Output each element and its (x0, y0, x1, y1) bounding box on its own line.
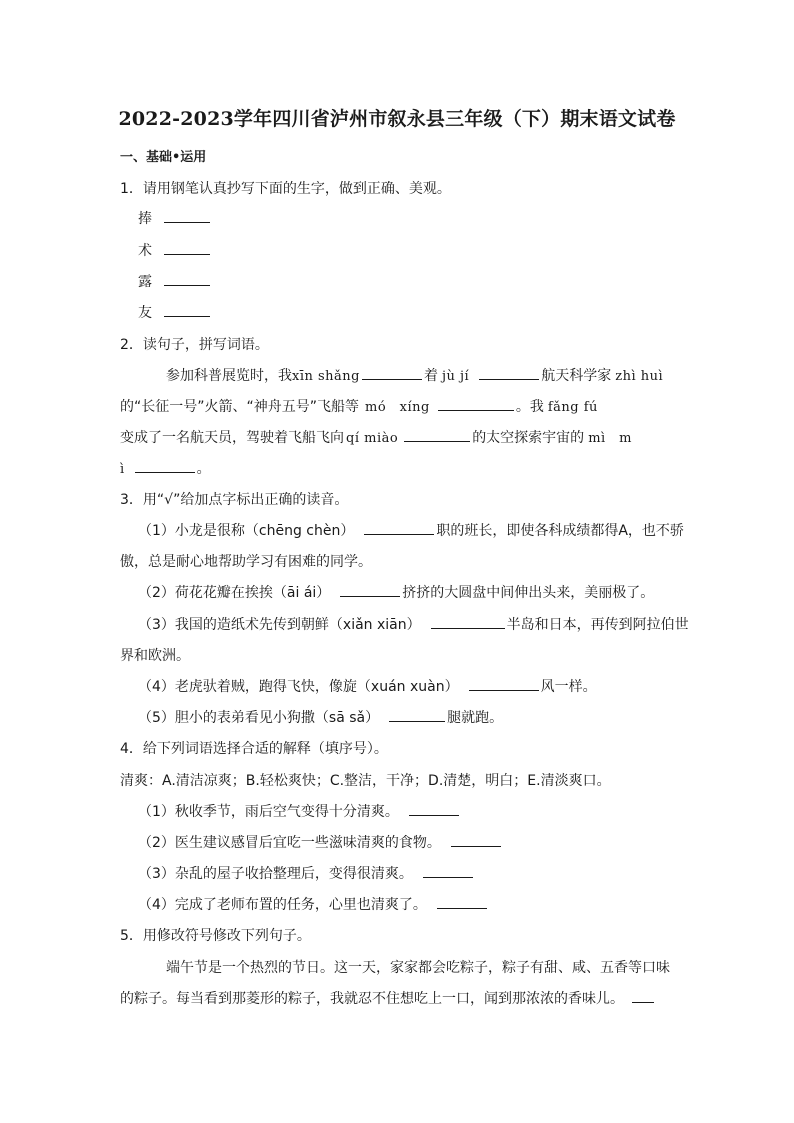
answer-blank[interactable] (364, 520, 434, 535)
q2-text: 变成了一名航天员，驾驶着飞船飞向 (120, 430, 344, 446)
q5-paragraph-line-1: 端午节是一个热烈的节日。这一天，家家都会吃粽子，粽子有甜、咸、五香等口味 (166, 960, 670, 976)
q1-char-row (138, 208, 212, 228)
q4-item (138, 832, 503, 852)
q3-item-4 (138, 676, 597, 696)
pinyin: fǎng fú (547, 400, 598, 415)
q1-char-row (138, 271, 212, 291)
q4-text: （4）完成了老师布置的任务，心里也清爽了。 (138, 897, 427, 913)
q3-item-1-cont: 傲，总是耐心地帮助学习有困难的同学。 (120, 554, 372, 570)
answer-blank[interactable] (423, 863, 473, 878)
answer-blank[interactable] (164, 271, 210, 286)
exam-title: 2022-2023学年四川省泸州市叙永县三年级（下）期末语文试卷 (118, 108, 676, 130)
q4-text: （3）杂乱的屋子收拾整理后，变得很清爽。 (138, 866, 413, 882)
answer-blank[interactable] (389, 707, 445, 722)
answer-blank[interactable] (404, 427, 470, 442)
q2-text: 的“长征一号”火箭、“神舟五号”飞船等 (120, 399, 360, 415)
q2-line-2 (120, 396, 598, 416)
q4-definition: 清爽：A.清洁凉爽；B.轻松爽快；C.整洁，干净；D.清楚，明白；E.清淡爽口。 (120, 773, 611, 789)
q3-text: 挤挤的大圆盘中间伸出头来，美丽极了。 (402, 585, 655, 601)
q3-text: 职的班长，即使各科成绩都得A，也不骄 (436, 523, 684, 539)
q3-text: （5）胆小的表弟看见小狗撒（sā sǎ） (138, 710, 380, 726)
answer-blank[interactable] (479, 365, 539, 380)
answer-blank[interactable] (164, 302, 210, 317)
pinyin: ì (120, 462, 125, 477)
q2-prompt: 2．读句子，拼写词语。 (120, 337, 269, 353)
q2-text: 。我 (515, 399, 544, 415)
answer-blank[interactable] (164, 240, 210, 255)
pinyin: jù jí (441, 369, 470, 384)
q1-char: 术 (138, 243, 152, 259)
q3-text: （1）小龙是很称（chēng chèn） (138, 523, 355, 539)
pinyin: mì m (588, 431, 632, 446)
answer-blank[interactable] (632, 988, 654, 1003)
q1-char: 友 (138, 305, 152, 321)
q2-line-1 (166, 365, 663, 385)
q3-text: （3）我国的造纸术先传到朝鲜（xiǎn xiān） (138, 617, 421, 633)
q3-text: （4）老虎驮着贼，跑得飞快，像旋（xuán xuàn） (138, 679, 459, 695)
answer-blank[interactable] (431, 614, 505, 629)
q4-item (138, 801, 461, 821)
q3-item-2 (138, 582, 654, 602)
section-heading: 一、基础•运用 (120, 150, 207, 165)
q2-text: 参加科普展览时，我 (166, 368, 292, 384)
q1-char-row (138, 302, 212, 322)
q2-text: 航天科学家 (541, 368, 612, 384)
pinyin: zhì huì (615, 369, 664, 384)
q3-prompt: 3．用“√”给加点字标出正确的读音。 (120, 492, 349, 508)
q3-item-3 (138, 614, 689, 634)
q2-text: 。 (196, 461, 211, 477)
q3-text: 半岛和日本，再传到阿拉伯世 (506, 617, 689, 633)
q4-item (138, 863, 475, 883)
q4-prompt: 4．给下列词语选择合适的解释（填序号）。 (120, 741, 388, 757)
answer-blank[interactable] (362, 365, 422, 380)
answer-blank[interactable] (469, 676, 539, 691)
answer-blank[interactable] (437, 894, 487, 909)
q3-item-5 (138, 707, 503, 727)
q4-text: （1）秋收季节，雨后空气变得十分清爽。 (138, 804, 399, 820)
q2-text: 着 (423, 368, 438, 384)
q2-line-3 (120, 427, 632, 447)
answer-blank[interactable] (409, 801, 459, 816)
q3-item-1 (138, 520, 684, 540)
q5-paragraph-line-2 (120, 988, 656, 1008)
q1-char-row (138, 240, 212, 260)
q3-text: 腿就跑。 (447, 710, 504, 726)
pinyin: mó xíng (365, 400, 430, 415)
q1-prompt: 1．请用钢笔认真抄写下面的生字，做到正确、美观。 (120, 181, 451, 197)
answer-blank[interactable] (438, 396, 514, 411)
q4-item (138, 894, 489, 914)
q3-text: 风一样。 (540, 679, 597, 695)
answer-blank[interactable] (135, 458, 195, 473)
pinyin: qí miào (346, 431, 399, 446)
q3-item-3-cont: 界和欧洲。 (120, 648, 190, 664)
answer-blank[interactable] (340, 582, 400, 597)
q1-char: 捧 (138, 211, 152, 227)
q5-prompt: 5．用修改符号修改下列句子。 (120, 928, 311, 944)
answer-blank[interactable] (164, 208, 210, 223)
q2-line-4 (120, 458, 211, 478)
q5-text: 的粽子。每当看到那菱形的粽子，我就忍不住想吃上一口，闻到那浓浓的香味儿。 (120, 991, 624, 1007)
q3-text: （2）荷花花瓣在挨挨（āi ái） (138, 585, 331, 601)
q2-text: 的太空探索宇宙的 (472, 430, 585, 446)
q1-char: 露 (138, 274, 152, 290)
pinyin: xīn shǎng (292, 369, 360, 384)
q4-text: （2）医生建议感冒后宜吃一些滋味清爽的食物。 (138, 835, 441, 851)
answer-blank[interactable] (451, 832, 501, 847)
